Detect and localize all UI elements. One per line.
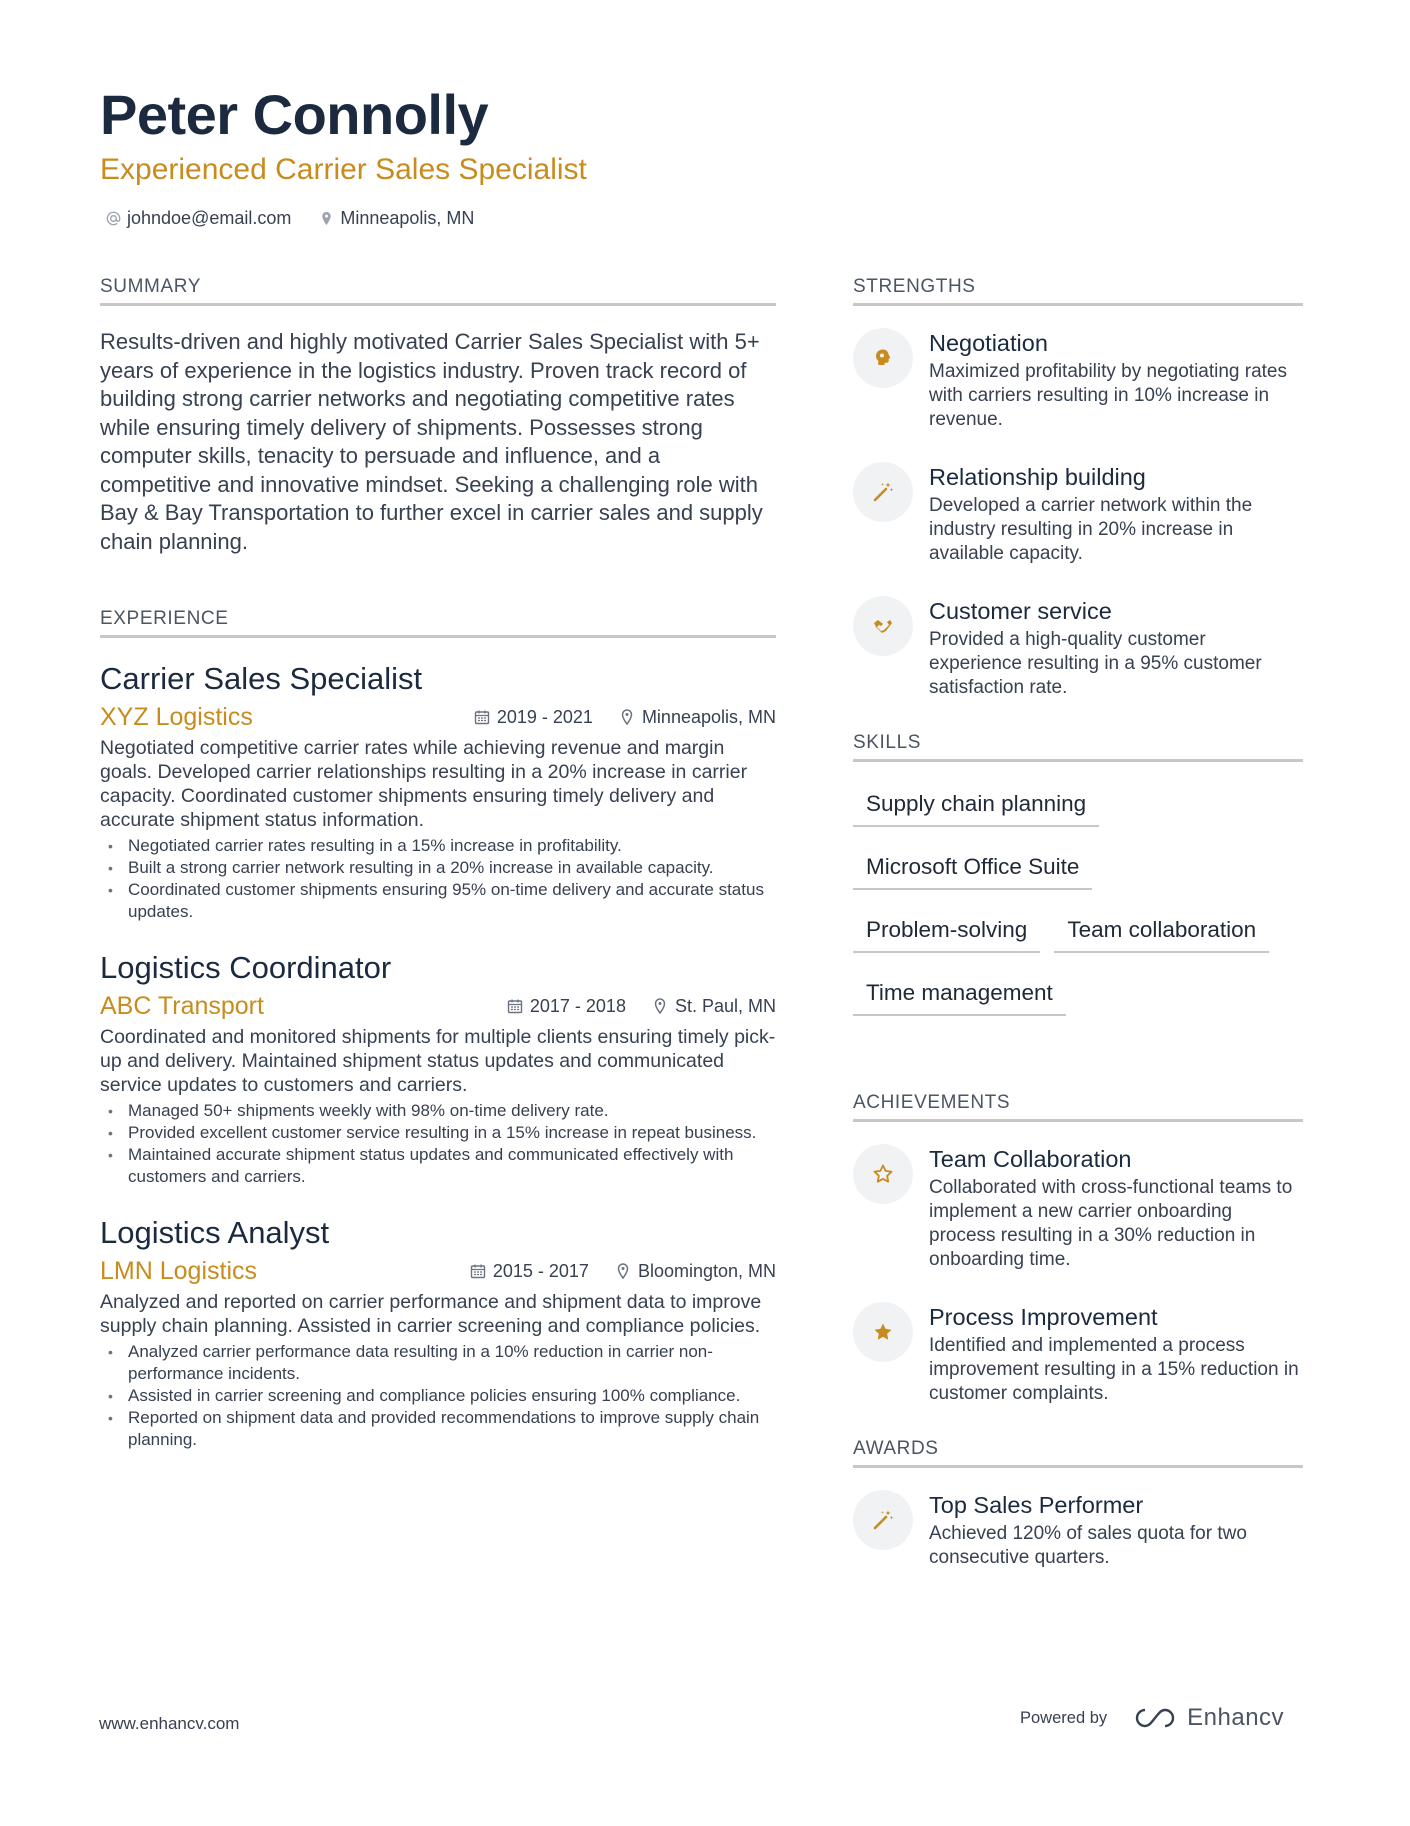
- strength-description: Maximized profitability by negotiating rates with carriers resulting in 10% increase in revenue.: [929, 361, 1288, 430]
- strength-body: [929, 462, 1303, 566]
- skill-tag: Time management: [853, 971, 1066, 1016]
- award-item: [853, 1490, 1303, 1570]
- star-filled-icon: [871, 1320, 895, 1344]
- powered-by-label: Powered by: [1020, 1708, 1108, 1727]
- achievement-icon-badge: [853, 1302, 913, 1362]
- candidate-headline: Experienced Carrier Sales Specialist: [100, 153, 587, 186]
- job-dates: [474, 707, 593, 728]
- experience-section-title: EXPERIENCE: [100, 606, 776, 638]
- strength-item: [853, 462, 1303, 566]
- achievement-title: Process Improvement: [929, 1304, 1158, 1330]
- achievement-body: [929, 1302, 1303, 1406]
- email-contact[interactable]: [106, 206, 291, 230]
- achievement-body: [929, 1144, 1303, 1272]
- job-description: Negotiated competitive carrier rates while achieving revenue and margin goals. Developed carrier relationships resulting in a 20% increase in carrier capacity. Coordinated customer shipments ensuring timely delivery and accurate shipment status information.: [100, 737, 748, 831]
- map-pin-icon: [319, 211, 334, 226]
- magic-wand-icon: [871, 1508, 895, 1532]
- brain-icon: [871, 346, 895, 370]
- strength-icon-badge: [853, 462, 913, 522]
- job-location: [615, 1261, 776, 1282]
- company-name: ABC Transport: [100, 992, 264, 1020]
- footer-website-link[interactable]: www.enhancv.com: [99, 1714, 240, 1733]
- strengths-section-title: STRENGTHS: [853, 274, 1303, 306]
- enhancv-logo[interactable]: [1131, 1704, 1284, 1732]
- experience-entry: [100, 949, 776, 1188]
- strength-item: [853, 328, 1303, 432]
- job-bullets: [100, 835, 776, 923]
- job-dates-text: 2015 - 2017: [492, 1260, 589, 1281]
- strength-title: Relationship building: [929, 464, 1146, 490]
- job-meta-details: [474, 707, 776, 728]
- job-bullets: [100, 1100, 776, 1188]
- skill-tag: Microsoft Office Suite: [853, 845, 1092, 890]
- strength-body: [929, 328, 1303, 432]
- achievements-section-title: ACHIEVEMENTS: [853, 1090, 1303, 1122]
- job-bullet: • Coordinated customer shipments ensuring 95% on-time delivery and accurate status updates.: [100, 879, 776, 923]
- strength-icon-badge: [853, 328, 913, 388]
- job-location-text: St. Paul, MN: [674, 995, 776, 1016]
- achievement-item: [853, 1302, 1303, 1406]
- strength-item: [853, 596, 1303, 700]
- achievement-description: Collaborated with cross-functional teams to implement a new carrier onboarding process resulting in a 30% reduction in onboarding time.: [929, 1177, 1293, 1270]
- job-bullet: • Assisted in carrier screening and compliance policies ensuring 100% compliance.: [100, 1385, 776, 1407]
- job-title: Logistics Analyst: [100, 1215, 330, 1250]
- job-bullet: • Negotiated carrier rates resulting in a 15% increase in profitability.: [100, 835, 776, 857]
- job-meta: [100, 1254, 776, 1288]
- left-column: [100, 274, 776, 1477]
- strength-description: Provided a high-quality customer experience resulting in a 95% customer satisfaction rate.: [929, 629, 1262, 698]
- job-description: Analyzed and reported on carrier performance and shipment data to improve supply chain planning. Assisted in carrier screening and compliance policies.: [100, 1291, 762, 1337]
- award-icon-badge: [853, 1490, 913, 1550]
- map-pin-icon: [652, 998, 668, 1014]
- skills-list: [853, 782, 1303, 1034]
- job-bullet: • Built a strong carrier network resulting in a 20% increase in available capacity.: [100, 857, 776, 879]
- job-location-text: Minneapolis, MN: [641, 706, 776, 727]
- calendar-icon: [507, 998, 523, 1014]
- job-location: [619, 707, 776, 728]
- summary-section-title: SUMMARY: [100, 274, 776, 306]
- calendar-icon: [470, 1263, 486, 1279]
- experience-entry: [100, 660, 776, 923]
- location-text: Minneapolis, MN: [340, 208, 475, 228]
- footer-branding: [1020, 1704, 1284, 1732]
- job-bullet: • Managed 50+ shipments weekly with 98% on-time delivery rate.: [100, 1100, 776, 1122]
- job-title: Logistics Coordinator: [100, 950, 392, 985]
- company-name: XYZ Logistics: [100, 703, 253, 731]
- strength-title: Customer service: [929, 598, 1112, 624]
- job-dates-text: 2017 - 2018: [529, 995, 626, 1016]
- job-location: [652, 996, 776, 1017]
- skill-tag: Team collaboration: [1054, 908, 1269, 953]
- job-bullet: • Reported on shipment data and provided recommendations to improve supply chain planning.: [100, 1407, 776, 1451]
- achievement-description: Identified and implemented a process improvement resulting in a 15% reduction in customer complaints.: [929, 1335, 1299, 1404]
- job-dates-text: 2019 - 2021: [496, 706, 593, 727]
- job-meta: [100, 700, 776, 734]
- contact-info: [106, 206, 474, 230]
- summary-text: Results-driven and highly motivated Carrier Sales Specialist with 5+ years of experience in the logistics industry. Proven track record of building strong carrier networks and negotiating competitive rates while ensuring timely delivery of shipments. Possesses strong computer skills, tenacity to persuade and influence, and a competitive and innovative mindset. Seeking a challenging role with Bay & Bay Transportation to further excel in carrier sales and supply chain planning.: [100, 329, 763, 554]
- at-sign-icon: [106, 211, 121, 226]
- job-meta: [100, 989, 776, 1023]
- strength-icon-badge: [853, 596, 913, 656]
- achievement-icon-badge: [853, 1144, 913, 1204]
- strength-description: Developed a carrier network within the industry resulting in 20% increase in available capacity.: [929, 495, 1253, 564]
- job-description: Coordinated and monitored shipments for multiple clients ensuring timely pick-up and delivery. Maintained shipment status updates and communicated service updates to customers and carriers.: [100, 1026, 776, 1096]
- achievement-item: [853, 1144, 1303, 1272]
- email-text: johndoe@email.com: [127, 208, 292, 228]
- strength-body: [929, 596, 1303, 700]
- job-meta-details: [507, 996, 776, 1017]
- job-bullets: [100, 1341, 776, 1451]
- handshake-icon: [871, 614, 895, 638]
- award-description: Achieved 120% of sales quota for two consecutive quarters.: [929, 1523, 1247, 1568]
- job-meta-details: [470, 1261, 776, 1282]
- job-bullet: • Analyzed carrier performance data resulting in a 10% reduction in carrier non-performance incidents.: [100, 1341, 776, 1385]
- job-bullet: • Maintained accurate shipment status updates and communicated effectively with customers and carriers.: [100, 1144, 776, 1188]
- experience-entry: [100, 1214, 776, 1451]
- skill-tag: Problem-solving: [853, 908, 1040, 953]
- map-pin-icon: [619, 709, 635, 725]
- company-name: LMN Logistics: [100, 1257, 257, 1285]
- right-column: [853, 274, 1303, 1600]
- awards-section-title: AWARDS: [853, 1436, 1303, 1468]
- job-dates: [507, 996, 626, 1017]
- job-title: Carrier Sales Specialist: [100, 661, 423, 696]
- enhancv-logo-text: Enhancv: [1187, 1704, 1285, 1731]
- location-contact: [319, 206, 474, 230]
- award-title: Top Sales Performer: [929, 1492, 1144, 1518]
- skill-tag: Supply chain planning: [853, 782, 1099, 827]
- map-pin-icon: [615, 1263, 631, 1279]
- job-bullet: • Provided excellent customer service resulting in a 15% increase in repeat business.: [100, 1122, 776, 1144]
- job-location-text: Bloomington, MN: [637, 1260, 776, 1281]
- skills-section-title: SKILLS: [853, 730, 1303, 762]
- enhancv-logo-icon: [1131, 1705, 1179, 1731]
- strength-title: Negotiation: [929, 330, 1048, 356]
- calendar-icon: [474, 709, 490, 725]
- achievement-title: Team Collaboration: [929, 1146, 1132, 1172]
- award-body: [929, 1490, 1303, 1570]
- candidate-name: Peter Connolly: [100, 83, 489, 146]
- magic-wand-icon: [871, 480, 895, 504]
- star-outline-icon: [871, 1162, 895, 1186]
- job-dates: [470, 1261, 589, 1282]
